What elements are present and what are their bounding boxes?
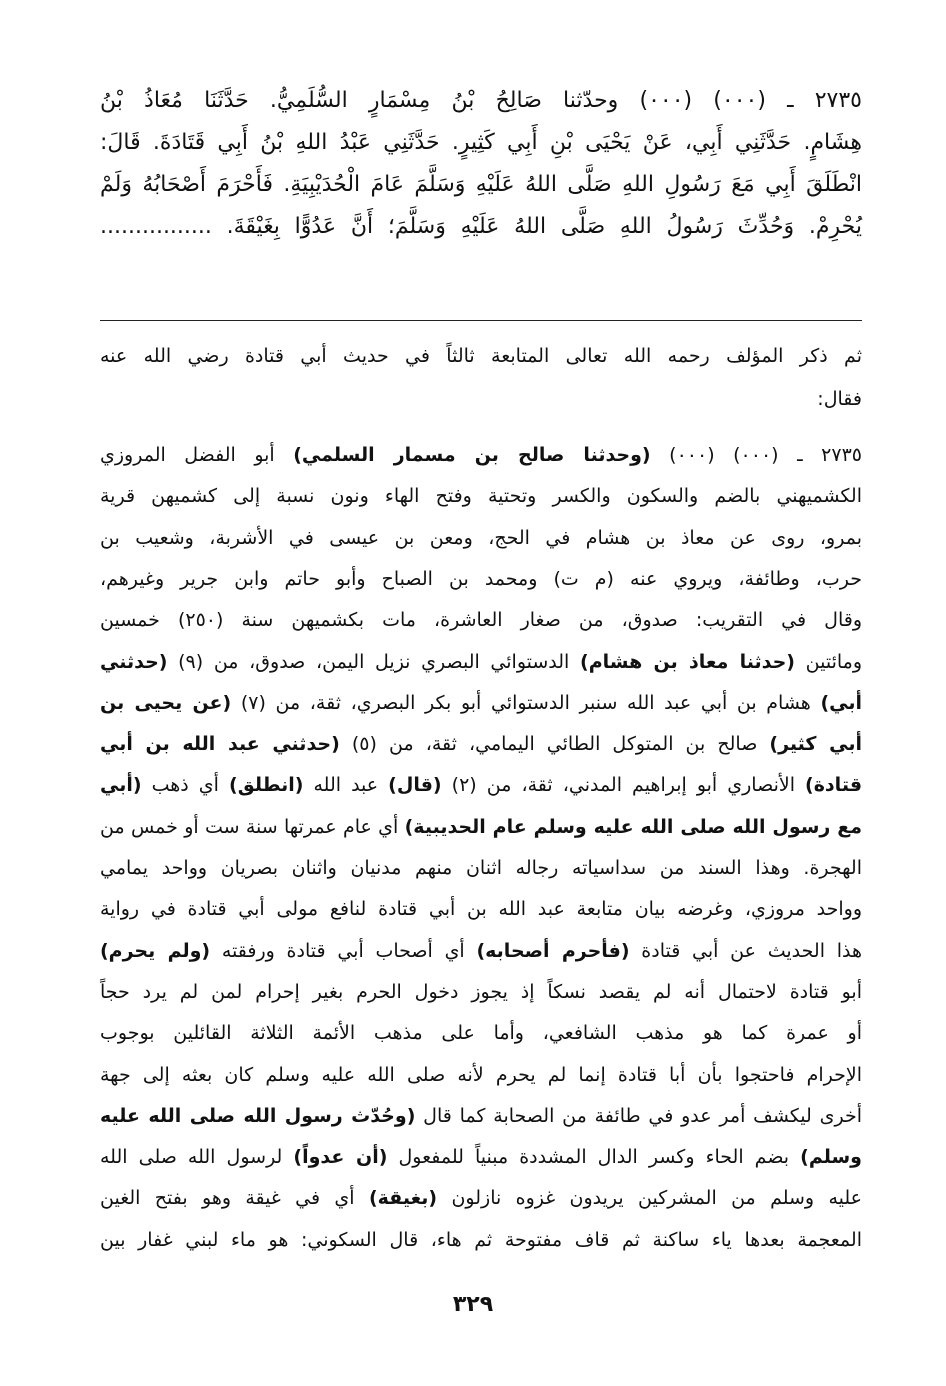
text-segment: أي في غيقة وهو بفتح الغين xyxy=(100,1187,369,1210)
bold-quote: مع رسول الله صلى الله عليه وسلم عام الحديبية) xyxy=(404,815,862,838)
hadith-line xyxy=(100,130,862,156)
hadith-line xyxy=(100,88,862,114)
commentary-line xyxy=(100,1064,862,1087)
text-segment: الهجرة. وهذا السند من سداسياته رجاله اثنان منهم مدنيان واثنان بصريان وواحد يمامي xyxy=(100,857,862,879)
bold-quote: (وحدثنا صالح بن مسمار السلمي) xyxy=(293,444,651,466)
text-segment: الأنصاري أبو إبراهيم المدني، ثقة، من (٢) xyxy=(441,774,806,797)
bold-quote: أبي) xyxy=(820,691,862,714)
commentary-line xyxy=(100,1146,862,1169)
commentary-line xyxy=(100,527,862,550)
text-segment: الدستوائي البصري نزيل اليمن، صدوق، من (٩) xyxy=(167,650,581,673)
text-segment: ٢٧٣٥ ـ (٠٠٠) (٠٠٠) وحدّثنا صَالِحُ بْنُ مِسْمَارٍ السُّلَمِيُّ. حَدَّثَنَا مُعَاذُ بْنُ xyxy=(100,88,862,113)
text-segment: لرسول الله صلى الله xyxy=(100,1146,294,1169)
text-segment: أخرى ليكشف أمر عدو في طائفة من الصحابة كما قال xyxy=(415,1104,862,1127)
text-segment: ثم ذكر المؤلف رحمه الله تعالى المتابعة ثالثاً في حديث أبي قتادة رضي الله عنه xyxy=(100,345,862,367)
text-segment: عبد الله xyxy=(303,774,389,797)
text-segment: بمرو، روى عن معاذ بن هشام في الحج، ومعن بن عيسى في الأشربة، وشعيب بن xyxy=(100,526,862,549)
text-segment: يُحْرِمْ. وَحُدِّثَ رَسُولُ اللهِ صَلَّى اللهُ عَلَيْهِ وَسَلَّمَ؛ أَنَّ عَدُوًّا بِغَيْقَةَ. ................ xyxy=(100,214,862,239)
text-segment: ٢٧٣٥ ـ (٠٠٠) (٠٠٠) xyxy=(650,444,862,466)
bold-quote: قتادة) xyxy=(805,774,863,797)
bold-quote: (بغيقة) xyxy=(368,1187,438,1210)
text-segment: هشام بن أبي عبد الله سنبر الدستوائي أبو بكر البصري، ثقة، من (٧) xyxy=(231,691,821,714)
hadith-line xyxy=(100,214,862,240)
bold-quote: (ولم يحرم) xyxy=(100,939,211,962)
commentary-line xyxy=(100,1187,862,1210)
page-number: ٣٢٩ xyxy=(452,1292,494,1317)
commentary-line xyxy=(100,733,862,756)
bold-quote: (انطلق) xyxy=(229,774,304,797)
commentary-line xyxy=(100,651,862,674)
commentary-line xyxy=(100,444,862,467)
commentary-line xyxy=(100,1229,862,1252)
text-segment: وقال في التقريب: صدوق، من صغار العاشرة، مات بكشميهن سنة (٢٥٠) خمسين xyxy=(100,609,862,632)
bold-quote: (حدثني عبد الله بن أبي xyxy=(100,733,340,756)
bold-quote: أبي كثير) xyxy=(769,733,863,756)
commentary-line xyxy=(100,692,862,715)
bold-quote: (عن يحيى بن xyxy=(100,691,232,714)
text-segment: عليه وسلم من المشركين يريدون غزوه نازلون xyxy=(437,1187,862,1210)
commentary-line xyxy=(100,568,862,591)
commentary-line xyxy=(100,1022,862,1045)
commentary-line xyxy=(100,940,862,963)
text-segment: انْطَلَقَ أَبِي مَعَ رَسُولِ اللهِ صَلَّى اللهُ عَلَيْهِ وَسَلَّمَ عَامَ الْحُدَيْبِيَةِ. فَأَحْرَمَ أَصْحَابُهُ وَلَمْ xyxy=(100,172,862,197)
commentary-line xyxy=(100,857,862,880)
commentary-line xyxy=(100,1105,862,1128)
bold-quote: (حدثنا معاذ بن هشام) xyxy=(580,650,795,673)
bold-quote: (أن عدواً) xyxy=(293,1146,388,1169)
text-segment: صالح بن المتوكل الطائي اليمامي، ثقة، من (٥) xyxy=(339,733,770,756)
commentary-line xyxy=(100,774,862,797)
text-segment: الكشميهني بالضم والسكون والكسر وتحتية وفتح الهاء ونون نسبة إلى كشميهن قرية xyxy=(100,485,862,508)
commentary-line xyxy=(100,898,862,921)
intro-line xyxy=(100,345,862,368)
footnote-divider xyxy=(100,320,862,321)
commentary-line xyxy=(100,485,862,508)
text-segment: ومائتين xyxy=(794,650,862,673)
text-segment: فقال: xyxy=(817,388,862,410)
intro-line xyxy=(100,388,862,411)
commentary-line xyxy=(100,816,862,839)
text-segment: المعجمة بعدها ياء ساكنة ثم قاف مفتوحة ثم هاء، قال السكوني: هو ماء لبني غفار بين xyxy=(100,1228,862,1251)
text-segment: هِشَامٍ. حَدَّثَنِي أَبِي، عَنْ يَحْيَى بْنِ أَبِي كَثِيرٍ. حَدَّثَنِي عَبْدُ اللهِ بْنُ أَبِي قَتَادَةَ. قَالَ: xyxy=(100,130,862,155)
bold-quote: (فأحرم أصحابه) xyxy=(476,939,630,962)
commentary-line xyxy=(100,981,862,1004)
text-segment: أي ذهب xyxy=(141,774,230,797)
text-segment: أي عام عمرتها سنة ست أو خمس من xyxy=(100,815,405,838)
text-segment: هذا الحديث عن أبي قتادة xyxy=(629,939,862,962)
text-segment: بضم الحاء وكسر الدال المشددة مبنياً للمفعول xyxy=(387,1146,801,1169)
hadith-line xyxy=(100,172,862,198)
text-segment: أبو قتادة لاحتمال أنه لم يقصد نسكاً إذ يجوز دخول الحرم بغير إحرام لمن لم يرد حجاً xyxy=(100,980,862,1003)
text-segment: أي أصحاب أبي قتادة ورفقته xyxy=(210,939,477,962)
text-segment: أبو الفضل المروزي xyxy=(100,444,294,466)
bold-quote: (قال) xyxy=(388,774,442,797)
bold-quote: (حدثني xyxy=(100,650,168,673)
text-segment: حرب، وطائفة، ويروي عنه (م ت) ومحمد بن الصباح وأبو حاتم وابن جرير وغيرهم، xyxy=(100,567,862,590)
bold-quote: (وحُدّث رسول الله صلى الله عليه xyxy=(100,1104,416,1127)
text-segment: وواحد مروزي، وغرضه بيان متابعة عبد الله بن أبي قتادة لنافع مولى أبي قتادة في رواية xyxy=(100,898,862,921)
commentary-line xyxy=(100,609,862,632)
bold-quote: وسلم) xyxy=(800,1146,862,1169)
bold-quote: (أبي xyxy=(100,774,142,797)
text-segment: أو عمرة كما هو مذهب الشافعي، وأما على مذهب الأئمة الثلاثة القائلين بوجوب xyxy=(100,1022,862,1045)
text-segment: الإحرام فاحتجوا بأن أبا قتادة إنما لم يحرم لأنه صلى الله عليه وسلم كان بعثه إلى جهة xyxy=(100,1063,862,1086)
